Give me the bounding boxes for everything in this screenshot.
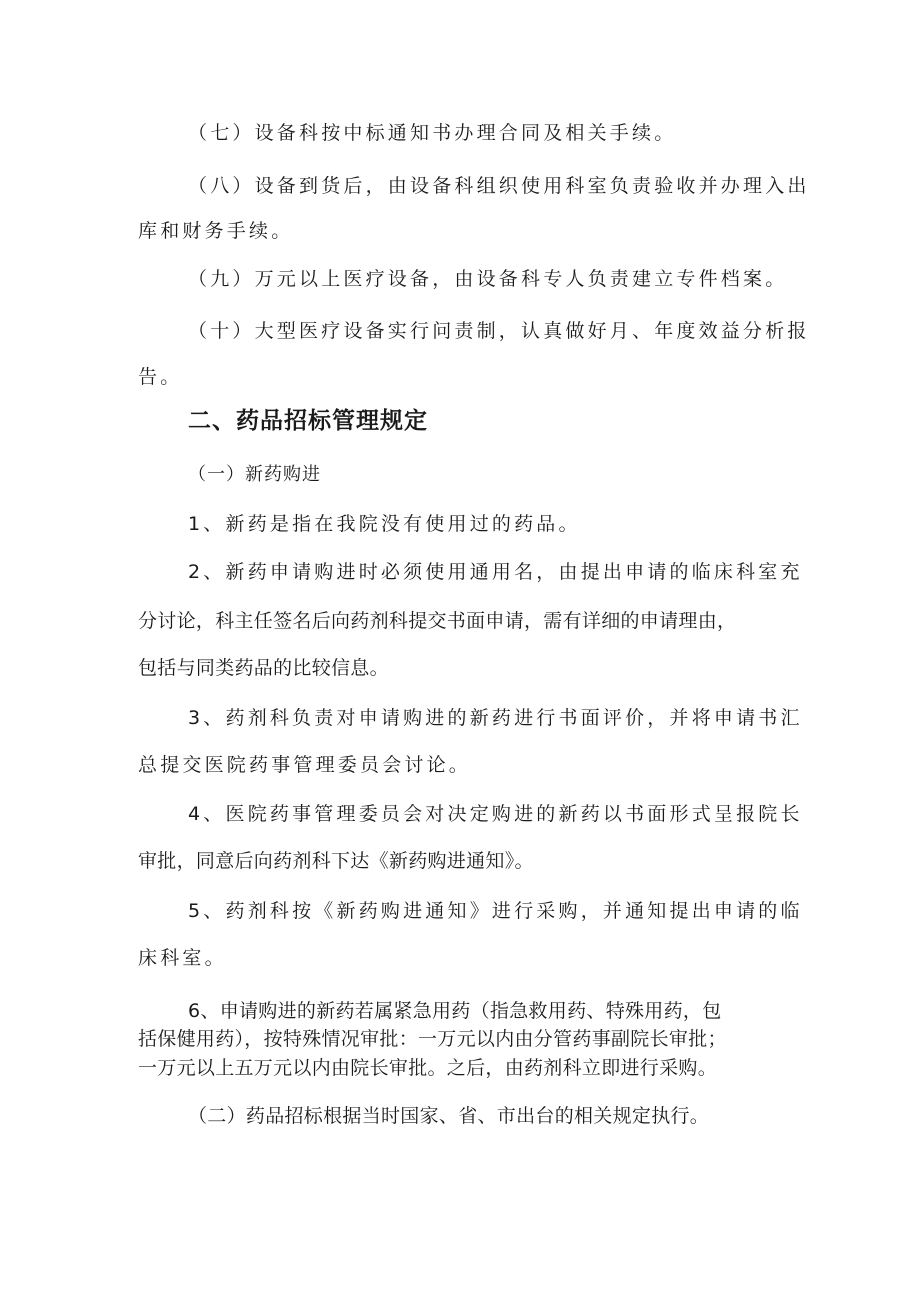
paragraph-item-7: （七）设备科按中标通知书办理合同及相关手续。 xyxy=(188,122,677,144)
rule-6-line2: 括保健用药），按特殊情况审批：一万元以内由分管药事副院长审批； xyxy=(138,1028,727,1050)
paragraph-item-10-line1: （十）大型医疗设备实行问责制，认真做好月、年度效益分析报 xyxy=(188,320,810,342)
paragraph-item-8-line2: 库和财务手续。 xyxy=(138,220,294,242)
rule-3-line2: 总提交医院药事管理委员会讨论。 xyxy=(138,754,472,776)
paragraph-item-9: （九）万元以上医疗设备，由设备科专人负责建立专件档案。 xyxy=(188,268,788,290)
rule-2-line3: 包括与同类药品的比较信息。 xyxy=(138,657,389,679)
rule-5-line1: 5、药剂科按《新药购进通知》进行采购，并通知提出申请的临 xyxy=(188,900,803,922)
subsection-1-title: （一）新药购进 xyxy=(188,464,321,485)
rule-3-line1: 3、药剂科负责对申请购进的新药进行书面评价，并将申请书汇 xyxy=(188,707,803,729)
rule-2-line1: 2、新药申请购进时必须使用通用名，由提出申请的临床科室充 xyxy=(188,561,803,583)
rule-6-line1: 6、申请购进的新药若属紧急用药（指急救用药、特殊用药，包 xyxy=(188,1000,722,1022)
rule-6-line3: 一万元以上五万元以内由院长审批。之后，由药剂科立即进行采购。 xyxy=(138,1057,718,1079)
section-title: 二、药品招标管理规定 xyxy=(188,408,428,434)
rule-5-line2: 床科室。 xyxy=(138,947,227,969)
rule-4-line1: 4、医院药事管理委员会对决定购进的新药以书面形式呈报院长 xyxy=(188,803,803,825)
paragraph-item-10-line2: 告。 xyxy=(138,366,183,388)
rule-2-line2: 分讨论，科主任签名后向药剂科提交书面申请，需有详细的申请理由， xyxy=(138,610,737,632)
paragraph-item-8-line1: （八）设备到货后，由设备科组织使用科室负责验收并办理入出 xyxy=(188,175,810,197)
rule-1: 1、新药是指在我院没有使用过的药品。 xyxy=(188,513,581,535)
rule-4-line2: 审批，同意后向药剂科下达《新药购进通知》。 xyxy=(138,850,534,872)
subsection-2: （二）药品招标根据当时国家、省、市出台的相关规定执行。 xyxy=(188,1105,710,1127)
